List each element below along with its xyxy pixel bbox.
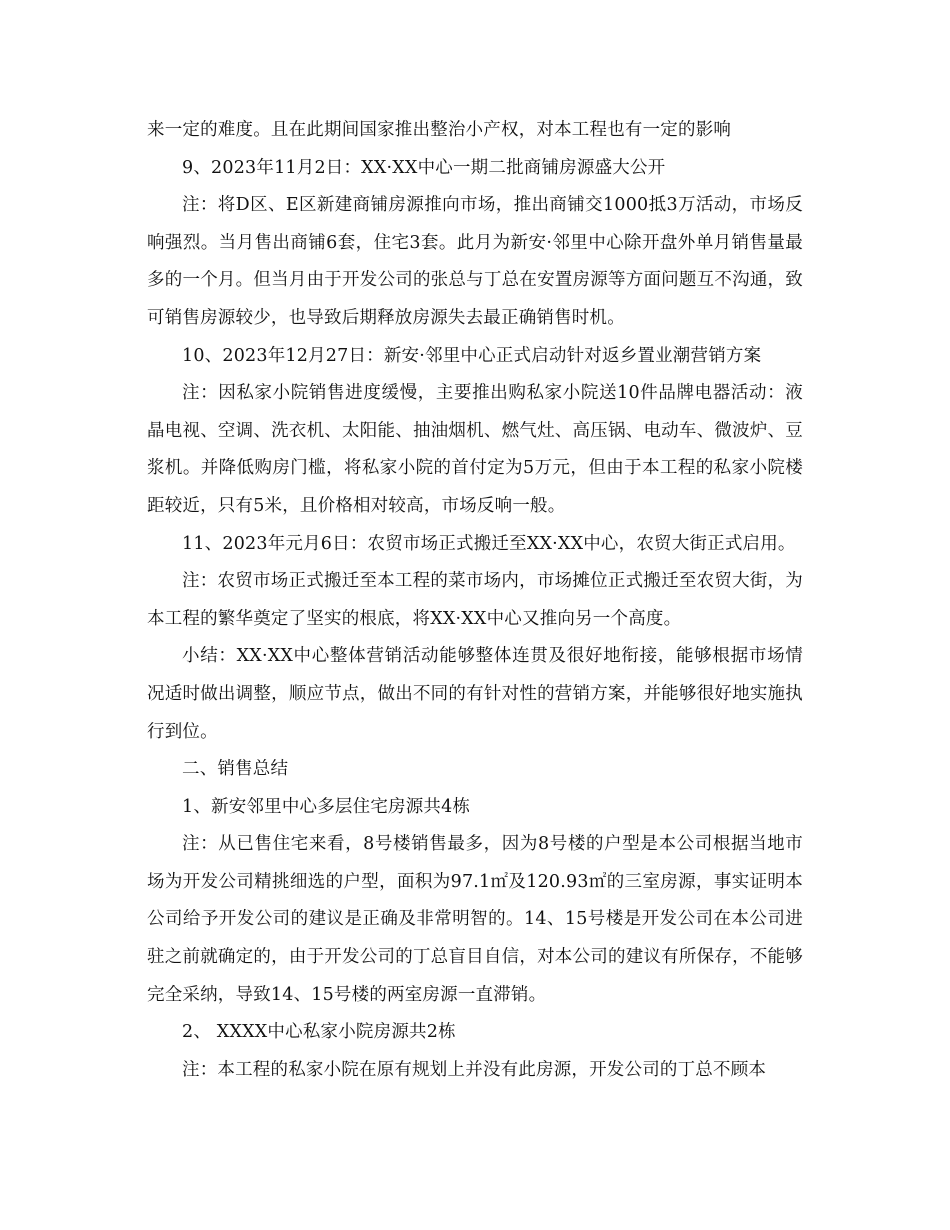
- paragraph-continuation: 来一定的难度。且在此期间国家推出整治小产权，对本工程也有一定的影响: [147, 120, 732, 140]
- event-note-11: 注：农贸市场正式搬迁至本工程的菜市场内，市场摊位正式搬迁至农贸大街，为本工程的繁华奠定了坚实的根底，将XX·XX中心又推向另一个高度。: [147, 571, 803, 629]
- event-note-10: 注：因私家小院销售进度缓慢，主要推出购私家小院送10件品牌电器活动：液晶电视、空调、洗衣机、太阳能、抽油烟机、燃气灶、高压锅、电动车、微波炉、豆浆机。并降低购房门槛，将私家小院的首付定为5万元，但由于本工程的私家小院楼距较近，只有5米，且价格相对较高，市场反响一般。: [147, 383, 803, 516]
- summary-paragraph: 小结：XX·XX中心整体营销活动能够整体连贯及很好地衔接，能够根据市场情况适时做出调整，顺应节点，做出不同的有针对性的营销方案，并能够很好地实施执行到位。: [147, 646, 803, 742]
- sales-item-heading-1: 1、新安邻里中心多层住宅房源共4栋: [182, 796, 471, 817]
- sales-item-note-2: 注：本工程的私家小院在原有规划上并没有此房源，开发公司的丁总不顾本: [182, 1059, 767, 1080]
- event-note-9: 注：将D区、E区新建商铺房源推向市场，推出商铺交1000抵3万活动，市场反响强烈。当月售出商铺6套，住宅3套。此月为新安·邻里中心除开盘外单月销售量最多的一个月。但当月由于开发公司的张总与丁总在安置房源等方面问题互不沟通，致可销售房源较少，也导致后期释放房源失去最正确销售时机。: [147, 195, 803, 328]
- sales-item-heading-2: 2、 XXXX中心私家小院房源共2栋: [182, 1022, 456, 1043]
- event-heading-11: 11、2023年元月6日：农贸市场正式搬迁至XX·XX中心，农贸大街正式启用。: [182, 533, 796, 554]
- event-heading-10: 10、2023年12月27日：新安·邻里中心正式启动针对返乡置业潮营销方案: [182, 345, 762, 366]
- sales-item-note-1: 注：从已售住宅来看，8号楼销售最多，因为8号楼的户型是本公司根据当地市场为开发公司精挑细选的户型，面积为97.1㎡及120.93㎡的三室房源，事实证明本公司给予开发公司的建议是正确及非常明智的。14、15号楼是开发公司在本公司进驻之前就确定的，由于开发公司的丁总盲目自信，对本公司的建议有所保存，不能够完全采纳，导致14、15号楼的两室房源一直滞销。: [147, 834, 803, 1005]
- section-heading-sales-summary: 二、销售总结: [182, 759, 289, 780]
- document-body: [147, 112, 803, 1089]
- event-heading-9: 9、2023年11月2日：XX·XX中心一期二批商铺房源盛大公开: [182, 157, 666, 178]
